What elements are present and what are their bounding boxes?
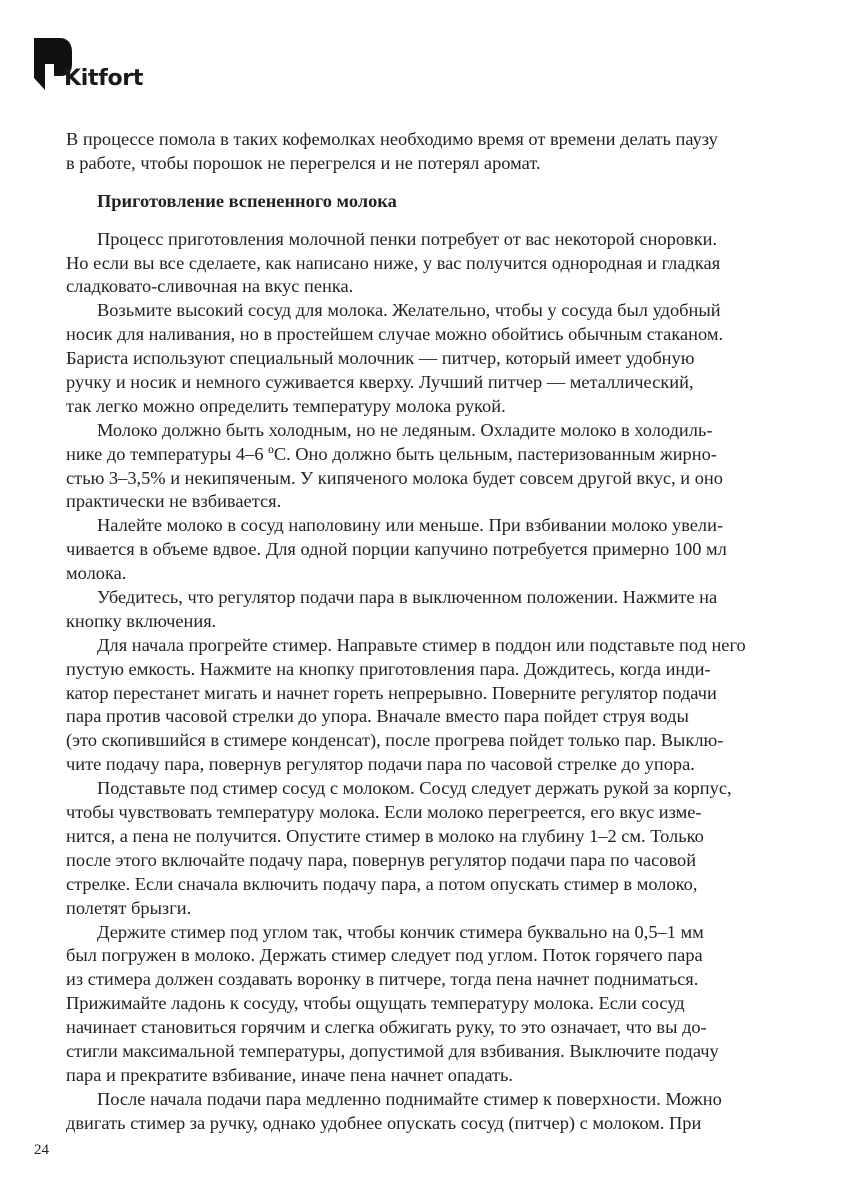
paragraph — [66, 634, 786, 777]
heading-text: Приготовление вспененного молока — [97, 190, 397, 211]
text-line: катор перестанет мигать и начнет гореть непрерывно. Поверните регулятор подачи — [66, 682, 717, 703]
text-line: сладковато-сливочная на вкус пенка. — [66, 276, 354, 297]
text-line: чивается в объеме вдвое. Для одной порции капучино потребуется примерно 100 мл — [66, 539, 727, 560]
text-line: нике до температуры 4–6 ºС. Оно должно быть цельным, пастеризованным жирно- — [66, 443, 717, 464]
text-line: стрелке. Если сначала включить подачу пара, а потом опускать стимер в молоко, — [66, 873, 698, 894]
text-line: пара против часовой стрелки до упора. Вначале вместо пара пойдет струя воды — [66, 706, 689, 727]
paragraph — [66, 777, 786, 920]
text-line: Бариста используют специальный молочник — питчер, который имеет удобную — [66, 348, 695, 369]
text-line: Для начала прогрейте стимер. Направьте стимер в поддон или подставьте под него — [97, 634, 746, 655]
paragraph — [66, 514, 786, 586]
text-line: двигать стимер за ручку, однако удобнее опускать сосуд (питчер) с молоком. При — [66, 1112, 702, 1133]
text-line: практически не взбивается. — [66, 491, 282, 512]
text-line: Подставьте под стимер сосуд с молоком. Сосуд следует держать рукой за корпус, — [97, 778, 732, 799]
text-line: пустую емкость. Нажмите на кнопку приготовления пара. Дождитесь, когда инди- — [66, 658, 711, 679]
paragraph — [66, 1088, 786, 1136]
text-line: чите подачу пара, повернув регулятор подачи пара по часовой стрелке до упора. — [66, 754, 695, 775]
paragraph — [66, 921, 786, 1088]
paragraph — [66, 419, 786, 515]
text-line: нится, а пена не получится. Опустите стимер в молоко на глубину 1–2 см. Только — [66, 825, 704, 846]
text-line: чтобы чувствовать температуру молока. Если молоко перегреется, его вкус изме- — [66, 802, 702, 823]
document-body — [66, 128, 786, 1136]
text-line: ручку и носик и немного суживается кверху. Лучший питчер — металлический, — [66, 372, 694, 393]
page-number: 24 — [34, 1142, 49, 1158]
text-line: Налейте молоко в сосуд наполовину или меньше. При взбивании молоко увели- — [97, 515, 724, 536]
text-line: из стимера должен создавать воронку в питчере, тогда пена начнет подниматься. — [66, 969, 699, 990]
text-line: кнопку включения. — [66, 610, 217, 631]
paragraph — [66, 586, 786, 634]
text-line: Но если вы все сделаете, как написано ниже, у вас получится однородная и гладкая — [66, 252, 721, 273]
text-line: стигли максимальной температуры, допустимой для взбивания. Выключите подачу — [66, 1040, 719, 1061]
text-line: Молоко должно быть холодным, но не ледяным. Охладите молоко в холодиль- — [97, 419, 713, 440]
text-line: в работе, чтобы порошок не перегрелся и не потерял аромат. — [66, 152, 541, 173]
text-line: Процесс приготовления молочной пенки потребует от вас некоторой сноровки. — [97, 228, 718, 249]
text-line: Держите стимер под углом так, чтобы кончик стимера буквально на 0,5–1 мм — [97, 921, 704, 942]
text-line: молока. — [66, 563, 127, 584]
text-line: пара и прекратите взбивание, иначе пена начнет опадать. — [66, 1064, 514, 1085]
text-line: носик для наливания, но в простейшем случае можно обойтись обычным стаканом. — [66, 324, 724, 345]
text-line: (это скопившийся в стимере конденсат), после прогрева пойдет только пар. Выклю- — [66, 730, 724, 751]
text-line: Прижимайте ладонь к сосуду, чтобы ощущать температуру молока. Если сосуд — [66, 993, 685, 1014]
text-line: В процессе помола в таких кофемолках необходимо время от времени делать паузу — [66, 129, 718, 149]
text-line: После начала подачи пара медленно поднимайте стимер к поверхности. Можно — [97, 1088, 722, 1109]
paragraph — [66, 128, 786, 176]
logo-text: Kitfort — [64, 66, 144, 91]
paragraph — [66, 299, 786, 418]
paragraph — [66, 228, 786, 300]
section-heading — [66, 190, 786, 214]
text-line: так легко можно определить температуру молока рукой. — [66, 395, 506, 416]
text-line: Убедитесь, что регулятор подачи пара в выключенном положении. Нажмите на — [97, 587, 718, 608]
text-line: начинает становиться горячим и слегка обжигать руку, то это означает, что вы до- — [66, 1017, 707, 1038]
text-line: после этого включайте подачу пара, повернув регулятор подачи пара по часовой — [66, 849, 697, 870]
text-line: стью 3–3,5% и некипяченым. У кипяченого молока будет совсем другой вкус, и оно — [66, 467, 723, 488]
text-line: Возьмите высокий сосуд для молока. Желательно, чтобы у сосуда был удобный — [97, 300, 721, 321]
text-line: был погружен в молоко. Держать стимер следует под углом. Поток горячего пара — [66, 945, 703, 966]
text-line: полетят брызги. — [66, 897, 192, 918]
